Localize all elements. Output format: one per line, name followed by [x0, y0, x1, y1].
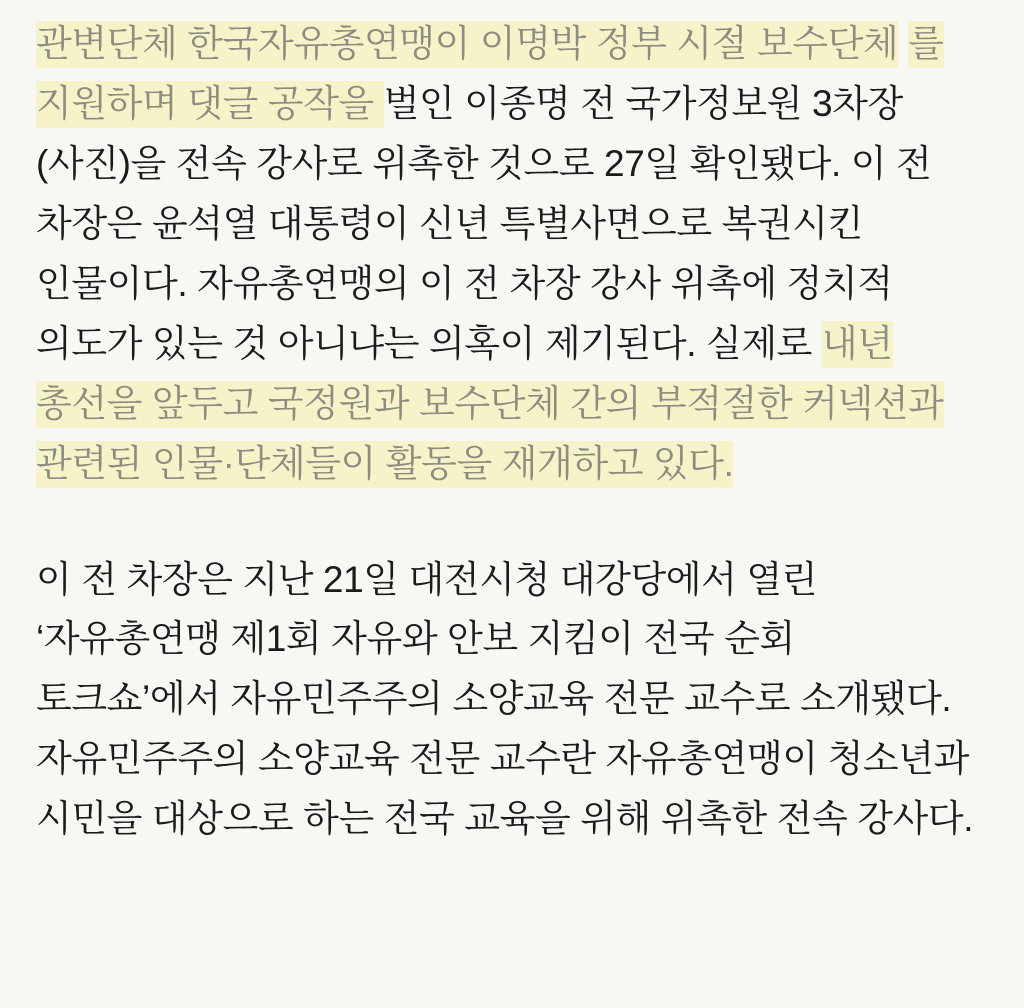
article-body	[36, 14, 988, 849]
highlighted-text-3: 내년 총선을 앞두고 국정원과 보수단체 간의 부적절한 커넥션과 관련된 인물·단체들이 활동을 재개하고 있다.	[36, 321, 944, 488]
paragraph-2	[36, 550, 988, 850]
highlighted-text-1: 관변단체 한국자유총연맹이 이명박 정부 시절 보수단체	[36, 21, 898, 68]
body-text-1: 벌인 이종명 전 국가정보원 3차장(사진)을 전속 강사로 위촉한 것으로 27일 확인됐다. 이 전 차장은 윤석열 대통령이 신년 특별사면으로 복권시킨 인물이다. 자유총연맹의 이 전 차장 강사 위촉에 정치적 의도가 있는 것 아니냐는 의혹이 제기된다. 실제로	[36, 82, 932, 364]
body-text-2: 이 전 차장은 지난 21일 대전시청 대강당에서 열린 ‘자유총연맹 제1회 자유와 안보 지킴이 전국 순회 토크쇼’에서 자유민주주의 소양교육 전문 교수로 소개됐다. 자유민주주의 소양교육 전문 교수란 자유총연맹이 청소년과 시민을 대상으로 하는 전국 교육을 위해 위촉한 전속 강사다.	[36, 558, 974, 840]
highlighted-text-2: 를 지원하며 댓글 공작을	[36, 21, 944, 128]
paragraph-1	[36, 14, 988, 494]
